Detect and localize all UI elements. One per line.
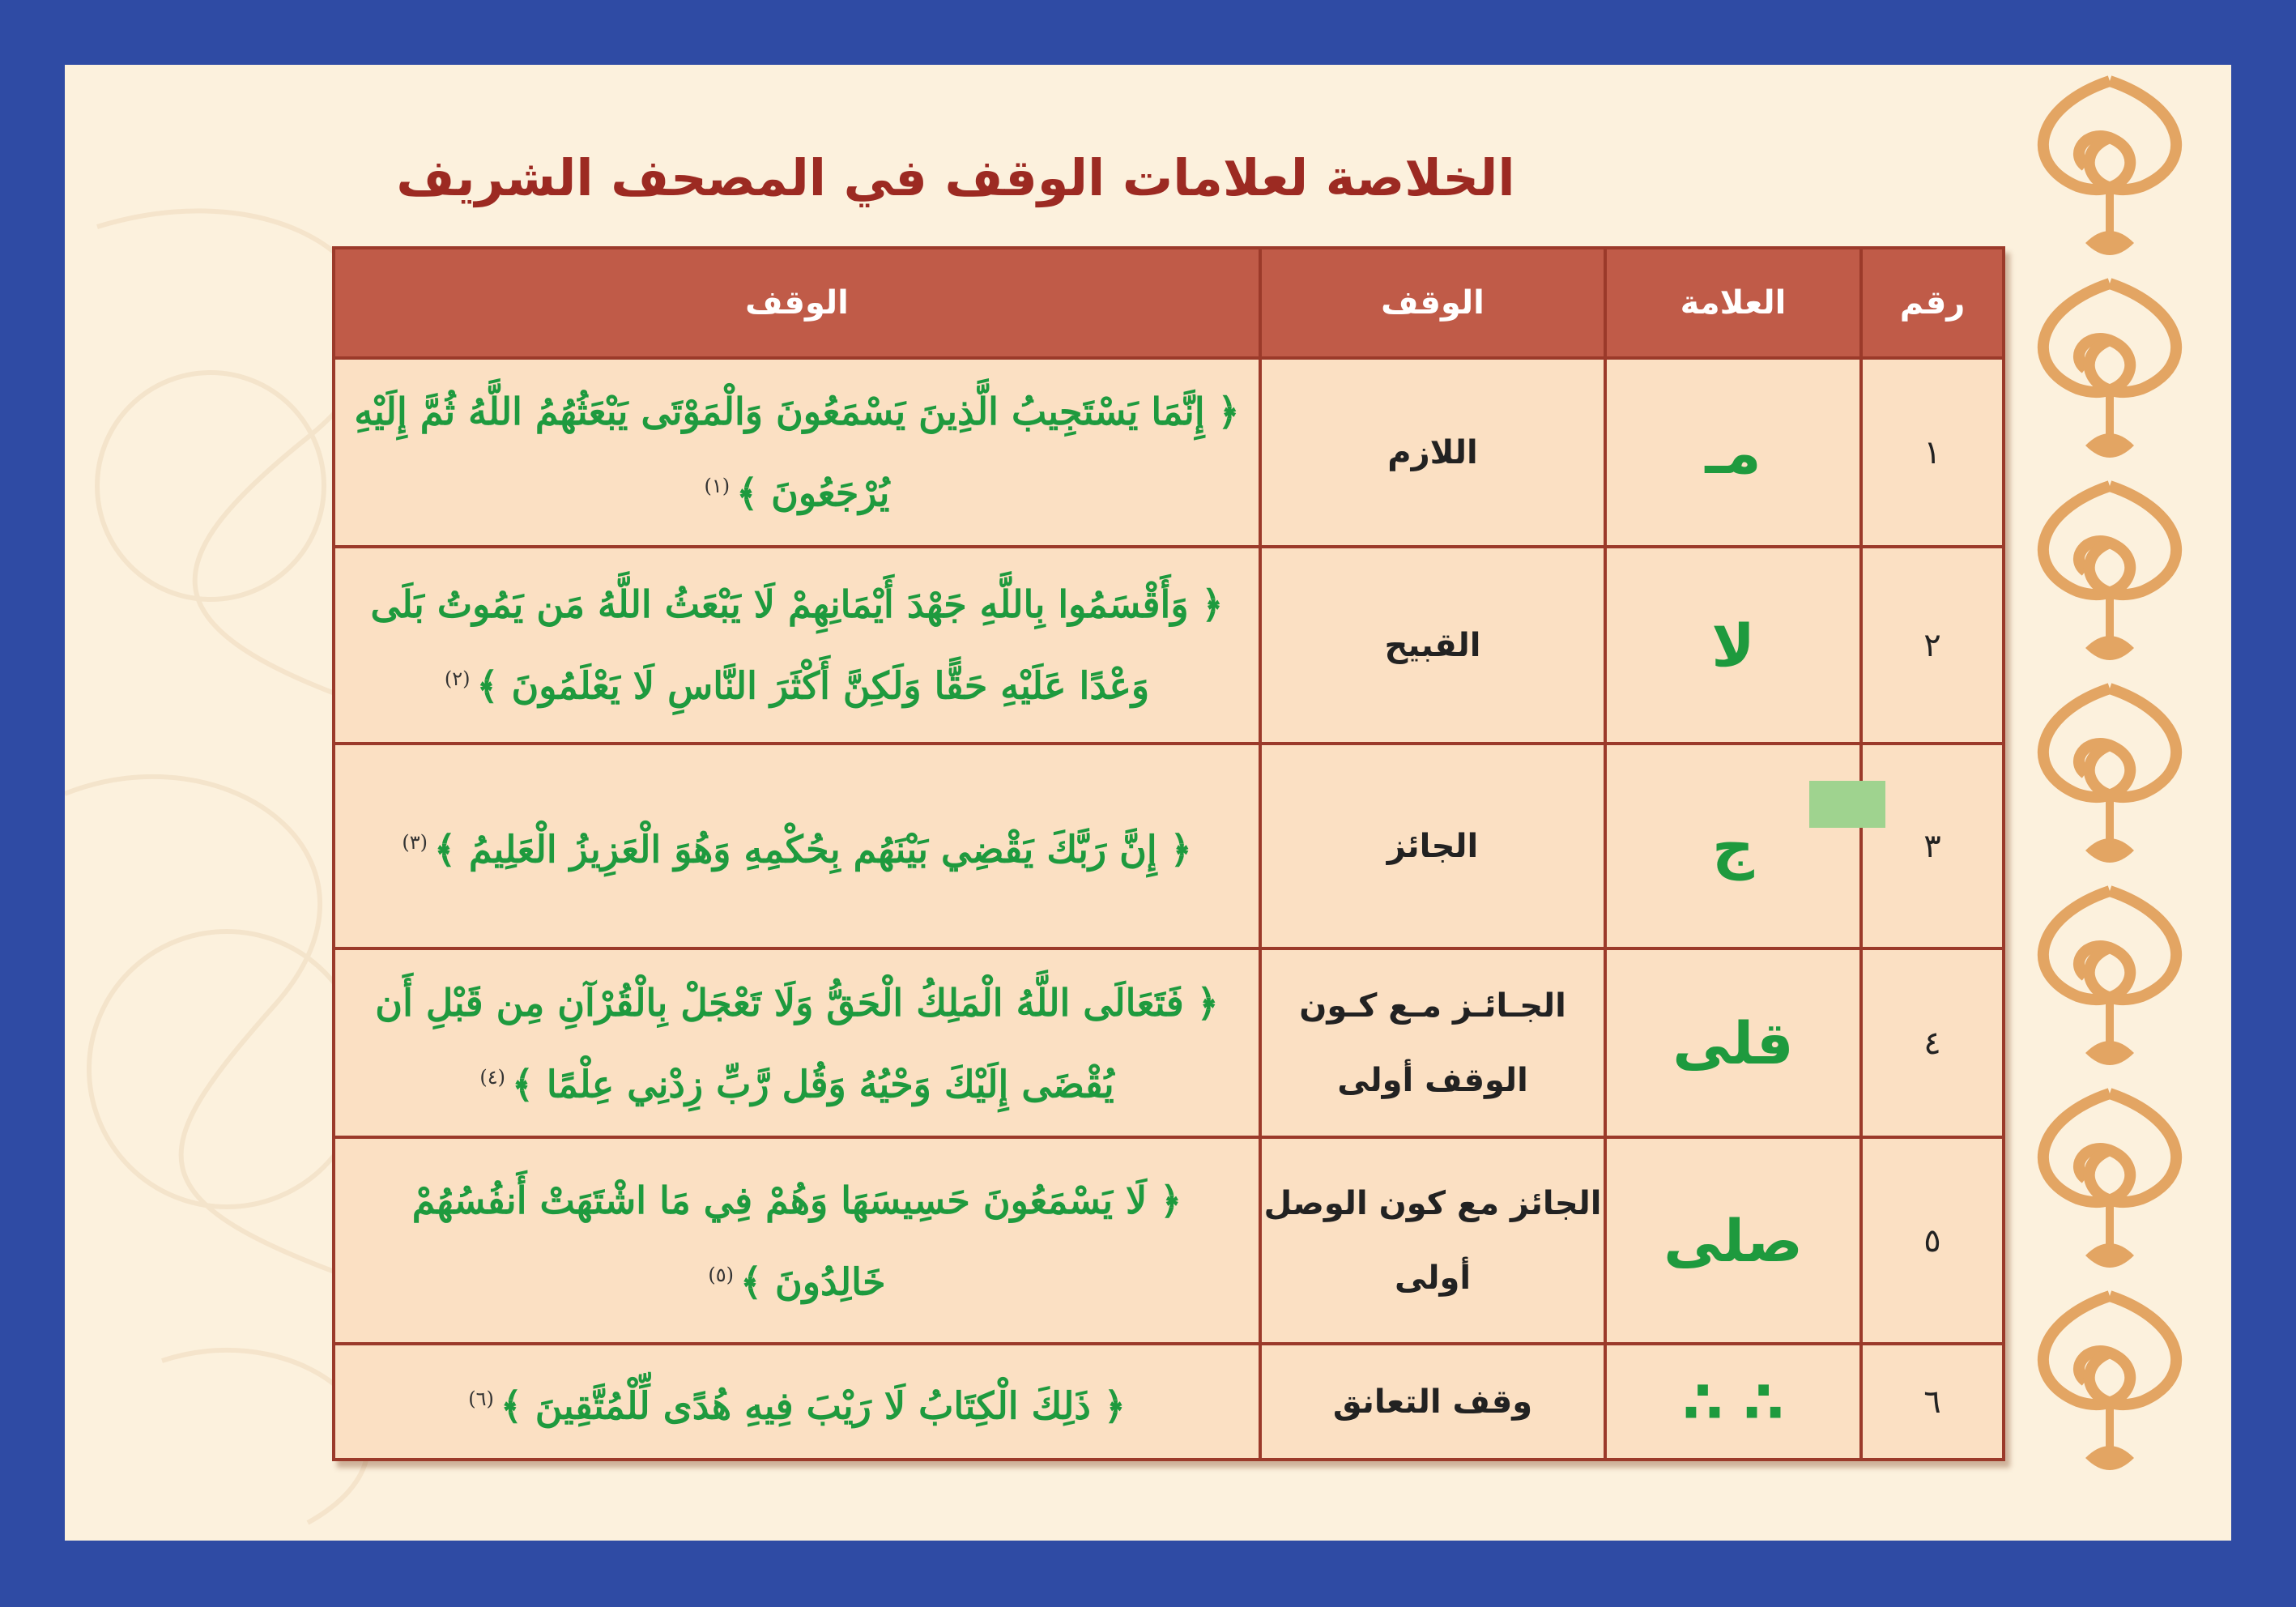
page-title: الخلاصة لعلامات الوقف في المصحف الشريف (396, 148, 1515, 207)
verse-example (334, 948, 1260, 1137)
footnote-ref: (٢) (444, 667, 471, 691)
stop-name: القبيح (1260, 547, 1605, 744)
verse-text: ﴿ لَا يَسْمَعُونَ حَسِيسَهَا وَهُمْ فِي مَا اشْتَهَتْ أَنفُسُهُمْ خَالِدُونَ ﴾ (411, 1178, 1182, 1303)
table-row (334, 744, 2004, 948)
stop-name: الجـائـز مـع كـون الوقف أولى (1260, 948, 1605, 1137)
header-number: رقم (1861, 248, 2004, 358)
verse-example (334, 1344, 1260, 1460)
verse-text: ﴿ وَأَقْسَمُوا بِاللَّهِ جَهْدَ أَيْمَانِهِمْ لَا يَبْعَثُ اللَّهُ مَن يَمُوتُ بَلَى وَعْدًا عَلَيْهِ حَقًّا وَلَكِنَّ أَكْثَرَ النَّاسِ لَا يَعْلَمُونَ ﴾ (370, 582, 1224, 708)
stop-name: اللازم (1260, 358, 1605, 547)
highlight-patch (1809, 781, 1885, 828)
stop-mark-symbol: ج (1605, 744, 1861, 948)
stop-marks-table (332, 246, 2005, 1461)
page (65, 65, 2231, 1541)
footnote-ref: (٥) (708, 1263, 735, 1286)
stop-name: وقف التعانق (1260, 1344, 1605, 1460)
stop-mark-symbol: ∴ ∴ (1605, 1344, 1861, 1460)
verse-example (334, 744, 1260, 948)
stop-mark-symbol: صلى (1605, 1137, 1861, 1344)
table-row (334, 948, 2004, 1137)
row-number: ٢ (1861, 547, 2004, 744)
stop-mark-symbol: قلى (1605, 948, 1861, 1137)
table-row (334, 547, 2004, 744)
header-mark: العلامة (1605, 248, 1861, 358)
stop-name: الجائز مع كون الوصل أولى (1260, 1137, 1605, 1344)
footnote-ref: (٣) (402, 831, 428, 855)
stop-mark-symbol: لا (1605, 547, 1861, 744)
footnote-ref: (٦) (468, 1387, 494, 1410)
table-row (334, 358, 2004, 547)
verse-text: ﴿ إِنَّ رَبَّكَ يَقْضِي بَيْنَهُم بِحُكْمِهِ وَهُوَ الْعَزِيزُ الْعَلِيمُ ﴾ (433, 827, 1192, 872)
verse-example (334, 1137, 1260, 1344)
stop-name: الجائز (1260, 744, 1605, 948)
verse-text: ﴿ إِنَّمَا يَسْتَجِيبُ الَّذِينَ يَسْمَعُونَ وَالْمَوْتَى يَبْعَثُهُمُ اللَّهُ ثُمَّ إِلَيْهِ يُرْجَعُونَ ﴾ (354, 390, 1240, 515)
footnote-ref: (١) (704, 475, 731, 498)
footnote-ref: (٤) (479, 1065, 505, 1089)
verse-text: ﴿ فَتَعَالَى اللَّهُ الْمَلِكُ الْحَقُّ وَلَا تَعْجَلْ بِالْقُرْآنِ مِن قَبْلِ أَن يُقْضَى إِلَيْكَ وَحْيُهُ وَقُل رَّبِّ زِدْنِي عِلْمًا ﴾ (375, 980, 1219, 1106)
stop-mark-symbol: مـ (1605, 358, 1861, 547)
row-number: ٣ (1861, 744, 2004, 948)
table-header-row (334, 248, 2004, 358)
row-number: ٦ (1861, 1344, 2004, 1460)
header-stop: الوقف (1260, 248, 1605, 358)
verse-example (334, 547, 1260, 744)
side-floral-ornament (1988, 65, 2231, 1541)
table-row (334, 1344, 2004, 1460)
header-example: الوقف (334, 248, 1260, 358)
verse-text: ﴿ ذَلِكَ الْكِتَابُ لَا رَيْبَ فِيهِ هُدًى لِّلْمُتَّقِينَ ﴾ (500, 1383, 1126, 1427)
row-number: ١ (1861, 358, 2004, 547)
row-number: ٥ (1861, 1137, 2004, 1344)
table-row (334, 1137, 2004, 1344)
row-number: ٤ (1861, 948, 2004, 1137)
verse-example (334, 358, 1260, 547)
